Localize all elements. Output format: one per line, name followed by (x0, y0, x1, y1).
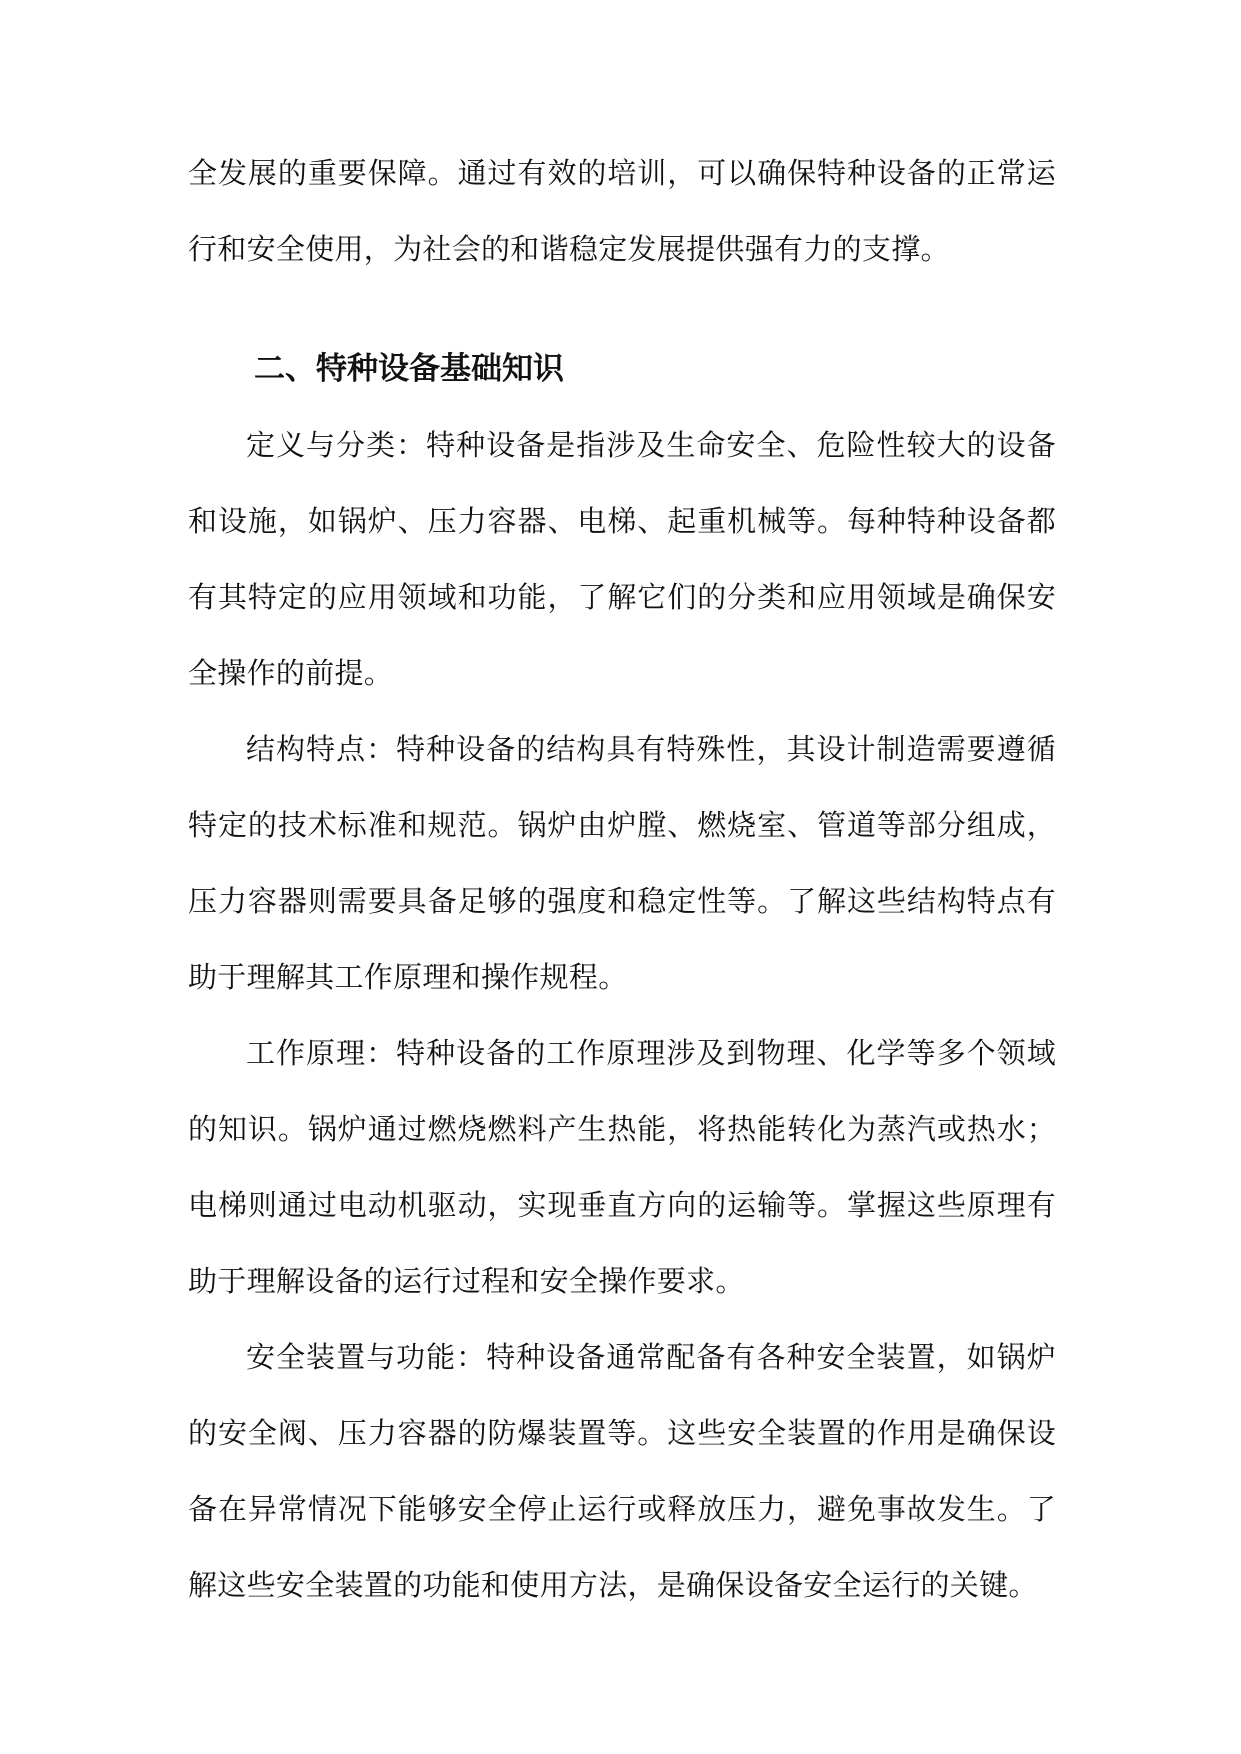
paragraph-safety-devices: 安全装置与功能：特种设备通常配备有各种安全装置，如锅炉的安全阀、压力容器的防爆装置等。这些安全装置的作用是确保设备在异常情况下能够安全停止运行或释放压力，避免事故发生。了解这些安全装置的功能和使用方法，是确保设备安全运行的关键。 (188, 1340, 1056, 1602)
paragraph-working-principle: 工作原理：特种设备的工作原理涉及到物理、化学等多个领域的知识。锅炉通过燃烧燃料产生热能，将热能转化为蒸汽或热水；电梯则通过电动机驱动，实现垂直方向的运输等。掌握这些原理有助于理解设备的运行过程和安全操作要求。 (188, 1036, 1056, 1298)
continuation-paragraph: 全发展的重要保障。通过有效的培训，可以确保特种设备的正常运行和安全使用，为社会的和谐稳定发展提供强有力的支撑。 (188, 156, 1056, 266)
paragraph-definition-classification: 定义与分类：特种设备是指涉及生命安全、危险性较大的设备和设施，如锅炉、压力容器、电梯、起重机械等。每种特种设备都有其特定的应用领域和功能，了解它们的分类和应用领域是确保安全操作的前提。 (188, 428, 1056, 690)
paragraph-structure-features: 结构特点：特种设备的结构具有特殊性，其设计制造需要遵循特定的技术标准和规范。锅炉由炉膛、燃烧室、管道等部分组成，压力容器则需要具备足够的强度和稳定性等。了解这些结构特点有助于理解其工作原理和操作规程。 (188, 732, 1056, 994)
page-content (188, 135, 1056, 1623)
section-heading: 二、特种设备基础知识 (254, 351, 564, 387)
